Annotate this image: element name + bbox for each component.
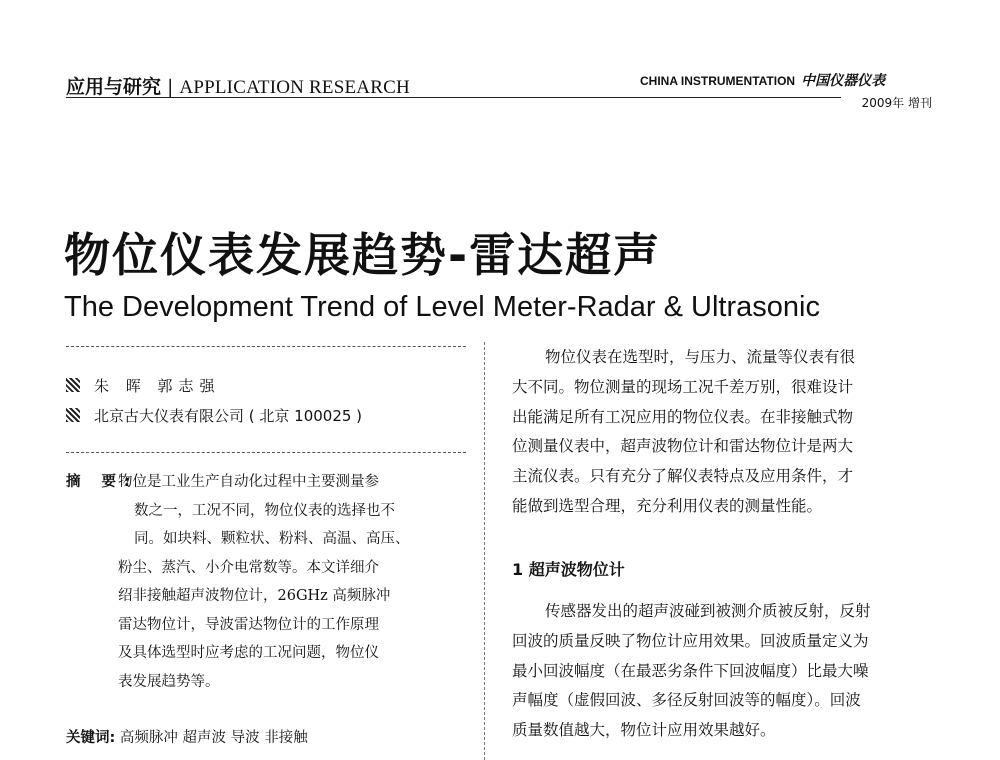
- journal-name-en: CHINA INSTRUMENTATION: [640, 74, 796, 88]
- section-label-cn: 应用与研究: [66, 76, 162, 98]
- abstract-line: 及具体选型时应考虑的工况问题，物位仪: [118, 645, 379, 661]
- body-line: 质量数值越大，物位计应用效果越好。: [512, 721, 776, 740]
- header-separator: |: [167, 76, 174, 98]
- section-heading: 1 超声波物位计: [512, 560, 625, 579]
- affiliation-marker-icon: [66, 408, 80, 422]
- abstract-line: 表发展趋势等。: [118, 673, 220, 690]
- column-divider: [484, 342, 485, 760]
- abstract-body: [118, 468, 466, 696]
- body-line: 大不同。物位测量的现场工况千差万别，很难设计: [512, 377, 854, 396]
- body-line: 能做到选型合理，充分利用仪表的测量性能。: [512, 496, 823, 515]
- body-line: 声幅度（虚假回波、多径反射回波等的幅度）。回波: [512, 691, 861, 710]
- body-line: 位测量仪表中，超声波物位计和雷达物位计是两大: [512, 437, 854, 456]
- article-title-cn: 物位仪表发展趋势-雷达超声: [64, 228, 662, 282]
- body-line: 物位仪表在选型时，与压力、流量等仪表有很: [545, 348, 856, 366]
- keywords: [66, 726, 308, 747]
- running-header-right: [640, 70, 932, 111]
- body-line: 出能满足所有工况应用的物位仪表。在非接触式物: [512, 407, 854, 426]
- body-paragraph-2: [512, 597, 942, 746]
- header-rule: [66, 97, 841, 98]
- body-line: 主流仪表。只有充分了解仪表特点及应用条件，才: [512, 467, 854, 486]
- author-block: [66, 370, 362, 430]
- abstract-label: 摘 要:: [66, 474, 138, 490]
- body-line: 回波的质量反映了物位计应用效果。回波质量定义为: [512, 631, 869, 650]
- keywords-list: 高频脉冲 超声波 导波 非接触: [119, 730, 308, 746]
- running-header-left: [66, 72, 410, 99]
- abstract-line: 同。如块料、颗粒状、粉料、高温、高压、: [134, 531, 410, 547]
- abstract-line: 物位是工业生产自动化过程中主要测量参: [118, 474, 379, 490]
- body-paragraph-1: [512, 343, 942, 522]
- abstract-top-rule: [66, 452, 466, 453]
- abstract-line: 数之一，工况不同，物位仪表的选择也不: [134, 502, 395, 519]
- abstract-line: 雷达物位计，导波雷达物位计的工作原理: [118, 616, 379, 633]
- body-line: 传感器发出的超声波碰到被测介质被反射，反射: [545, 602, 871, 620]
- abstract: [66, 468, 466, 696]
- abstract-line: 粉尘、蒸汽、小介电常数等。本文详细介: [118, 559, 379, 576]
- issue-label: 2009年 增刊: [861, 96, 932, 110]
- body-line: 最小回波幅度（在最恶劣条件下回波幅度）比最大噪: [512, 661, 869, 680]
- abstract-line: 绍非接触超声波物位计，26GHz 高频脉冲: [118, 588, 391, 604]
- author-marker-icon: [66, 378, 80, 392]
- article-title-en: The Development Trend of Level Meter-Radar & Ultrasonic: [64, 291, 820, 323]
- section-label-en: APPLICATION RESEARCH: [179, 77, 410, 98]
- author-affiliation: 北京古大仪表有限公司 ( 北京 100025 ): [94, 406, 363, 425]
- author-block-top-rule: [66, 346, 466, 347]
- keywords-label: 关键词:: [66, 730, 116, 746]
- author-names: 朱 晖 郭志强: [94, 376, 221, 395]
- journal-name-cn: 中国仪器仪表: [801, 73, 886, 89]
